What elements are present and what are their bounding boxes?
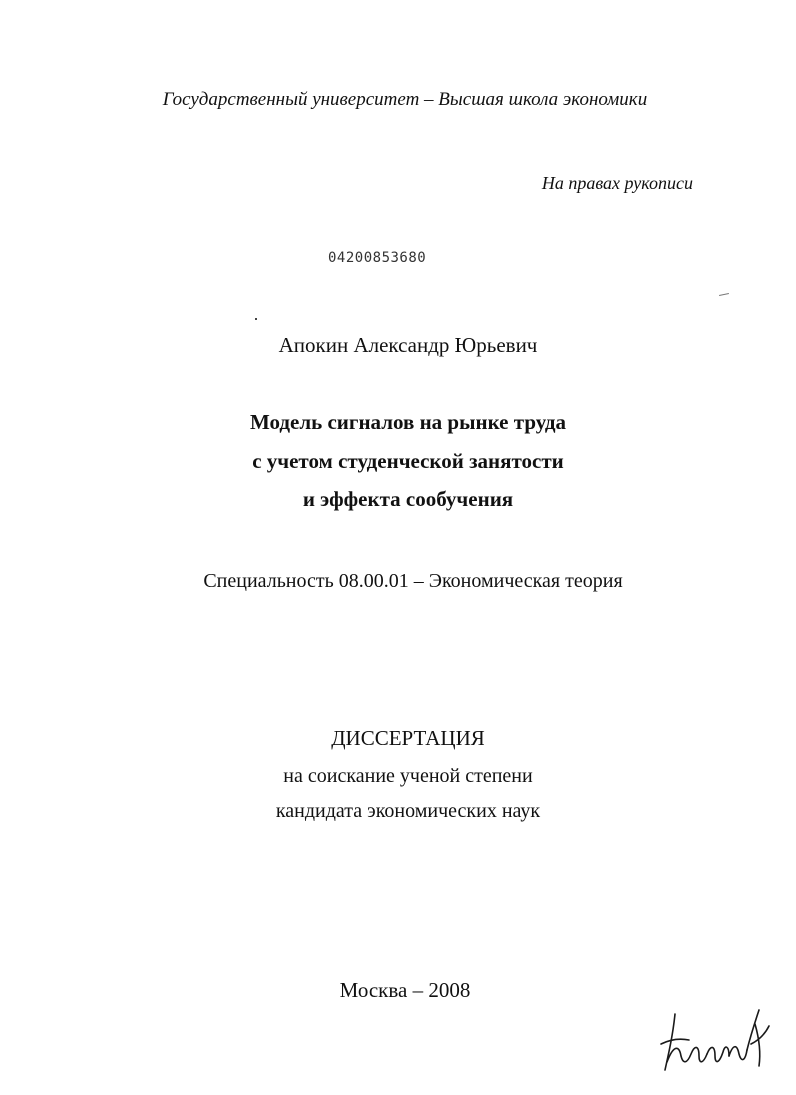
degree-line-1: на соискание ученой степени [283,765,533,787]
title-line-1: Модель сигналов на рынке труда [249,410,567,434]
manuscript-note: На правах рукописи [541,173,693,193]
title-line-3: и эффекта сообучения [302,487,514,511]
university-name: Государственный университет – Высшая школа экономики [162,89,648,110]
scan-mark [719,293,729,296]
specialty-line: Специальность 08.00.01 – Экономическая теория [203,570,623,592]
signature-icon [655,1004,775,1076]
place-year: Москва – 2008 [339,978,471,1002]
author-name: Апокин Александр Юрьевич [278,333,538,357]
scan-speck [255,318,257,320]
degree-line-2: кандидата экономических наук [275,800,541,822]
document-number: 04200853680 [328,250,427,266]
dissertation-heading: ДИССЕРТАЦИЯ [331,726,485,750]
title-line-2: с учетом студенческой занятости [252,449,564,473]
